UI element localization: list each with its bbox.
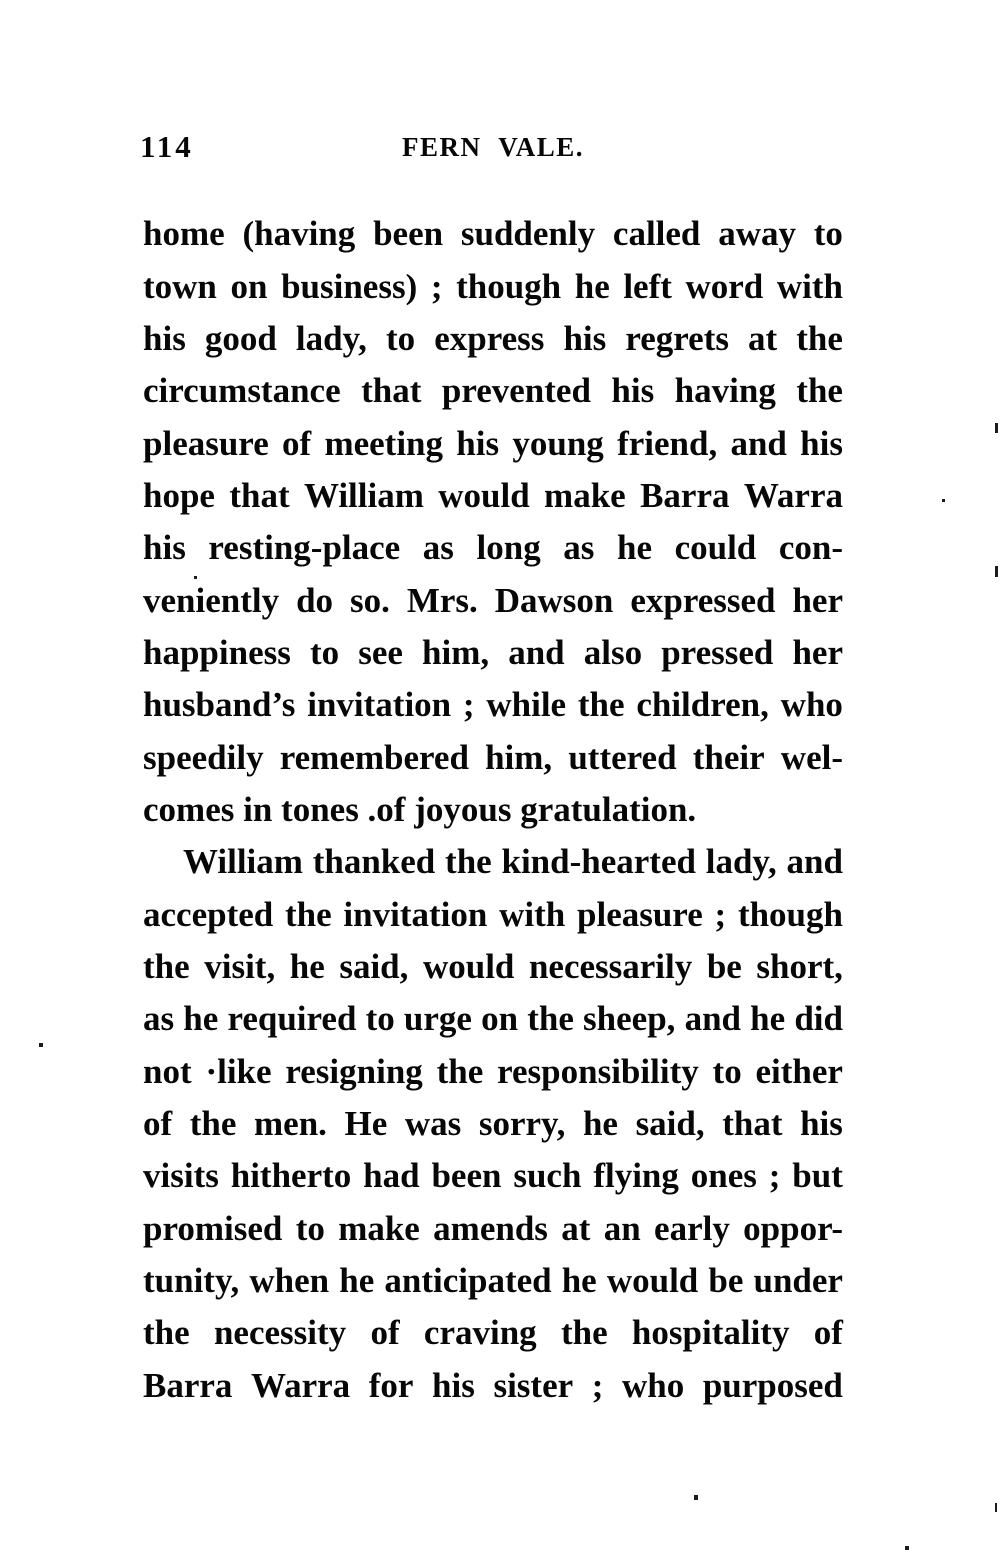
word: kind-hearted [501,842,696,882]
word: his [143,528,186,568]
word: the [285,894,332,934]
word: to [309,632,340,672]
word: he [289,946,325,986]
text-line [143,1255,843,1307]
word: while [486,685,567,725]
word: ·like [205,1051,272,1091]
word: express [434,318,545,358]
word: the [445,842,492,882]
text-line-paragraph-end: comes in tones .of joyous gratulation. [143,789,697,829]
text-line [143,627,843,679]
word: he [339,1261,375,1301]
word: tunity, [143,1261,240,1301]
word: had [363,1156,420,1196]
word: sorry, [478,1104,566,1144]
word: also [583,632,643,672]
word: for [368,1365,414,1405]
word: husband’s [143,685,296,725]
word: left [623,266,672,306]
scan-artifact-dot [942,499,945,502]
word: visits [143,1156,219,1196]
word: with [776,266,843,306]
word: on [481,999,519,1039]
word: having [674,371,776,411]
word: would [422,946,515,986]
word: he [616,528,652,568]
word: at [561,1208,591,1248]
text-line [143,679,843,731]
word: on [230,266,268,306]
word: as [143,999,175,1039]
word: and [684,999,742,1039]
word: to [813,214,843,254]
word: he [574,266,610,306]
word: to [385,318,416,358]
word: necessarily [528,946,693,986]
text-line [143,888,843,940]
word: Warra [743,475,843,515]
word: an [603,1208,641,1248]
text-line [143,1307,843,1359]
scan-artifact-dot [905,1546,909,1550]
word: accepted [143,894,274,934]
word: his [800,423,843,463]
word: hope [143,475,215,515]
word: as [422,528,454,568]
word: responsibility [497,1051,699,1091]
word: would [438,475,530,515]
word: his [456,423,500,463]
text-line [143,941,843,993]
word: visit, [204,946,276,986]
word: good [204,318,277,358]
word: he [582,1104,618,1144]
word: Barra [143,1365,233,1405]
word: though [456,266,562,306]
word: regrets [625,318,729,358]
word: circumstance [143,371,341,411]
word: con- [778,528,843,568]
word: at [748,318,778,358]
scan-artifact-tick [995,1503,997,1512]
word: short, [756,946,843,986]
word: away [718,214,796,254]
word: to [295,1208,325,1248]
word: sister [493,1365,574,1405]
word: He [344,1104,388,1144]
word: friend, [617,423,718,463]
running-title: FERN VALE. [401,132,585,162]
word: amends [433,1208,548,1248]
word: craving [423,1313,537,1353]
word: veniently [143,580,280,620]
word: pleasure [577,894,703,934]
word: his [143,318,186,358]
word: the [436,1051,484,1091]
scan-artifact-tick [995,566,998,577]
word: the [796,318,843,358]
word: make [338,1208,420,1248]
word: ; [714,894,727,934]
word: remembered [279,737,469,777]
word: under [753,1261,843,1301]
word: their [692,737,765,777]
word: William [183,842,303,882]
word: required [227,999,357,1039]
word: invitation [307,685,452,725]
scan-artifact-tick [995,423,998,433]
word: be [708,1261,744,1301]
word: been [373,214,444,254]
word: sheep, [583,999,676,1039]
text-line [143,1360,843,1412]
word: hospitality [631,1313,790,1353]
text-line [143,1150,843,1202]
word: said, [635,1104,705,1144]
word: lady, [705,842,777,882]
word: so. [349,580,390,620]
word: Warra [251,1365,351,1405]
word: suddenly [460,214,596,254]
word: of [813,1313,843,1353]
word: happiness [143,632,291,672]
word: thanked [312,842,436,882]
word: wel- [780,737,843,777]
word: with [499,894,566,934]
text-line [143,417,843,469]
word: see [358,632,403,672]
word: him, [485,737,553,777]
word: early [654,1208,730,1248]
word: of [282,423,312,463]
word: to [712,1051,742,1091]
word: but [792,1156,843,1196]
word: her [792,580,843,620]
word: ; [430,266,443,306]
word: the [189,1104,237,1144]
text-line [143,522,843,574]
word: of [143,1104,173,1144]
word: lady, [295,318,367,358]
word: the [527,999,574,1039]
word: been [431,1156,502,1196]
word: the [577,685,625,725]
word: the [143,946,190,986]
text-line [143,260,843,312]
word: such [513,1156,582,1196]
text-line [143,1046,843,1098]
text-line [143,208,843,260]
word: long [476,528,541,568]
text-line [143,993,843,1045]
word: and [508,632,565,672]
text-line [143,1203,843,1255]
word: that [229,475,290,515]
word: (having [242,214,356,254]
word: ones [690,1156,757,1196]
text-line [143,1098,843,1150]
page-number: 114 [140,129,194,164]
scan-artifact-dot [694,1495,698,1500]
word: uttered [568,737,677,777]
text-line [143,313,843,365]
word: business) [281,266,418,306]
word: to [365,999,395,1039]
word: her [792,632,843,672]
word: promised [143,1208,283,1248]
word: speedily [143,737,264,777]
word: ; [591,1365,604,1405]
word: pressed [661,632,774,672]
word: of [370,1313,400,1353]
word: hitherto [230,1156,352,1196]
word: expressed [630,580,776,620]
word: invitation [343,894,488,934]
word: anticipated [384,1261,552,1301]
word: the [796,371,843,411]
word: ; [768,1156,781,1196]
text-line [143,365,843,417]
word: was [404,1104,462,1144]
word: his [563,318,607,358]
word: resting-place [208,528,401,568]
word: oppor- [743,1208,843,1248]
word: make [544,475,626,515]
word: flying [593,1156,679,1196]
word: his [432,1365,475,1405]
body-text [143,208,843,1412]
word: as [563,528,595,568]
scan-artifact-dot [39,1043,43,1047]
word: be [706,946,742,986]
word: the [560,1313,608,1353]
word: he [750,999,786,1039]
text-line [143,574,843,626]
word: and [786,842,843,882]
word: young [512,423,604,463]
word: his [800,1104,843,1144]
word: ; [462,685,475,725]
word: men. [254,1104,327,1144]
word: who [780,685,843,725]
word: word [685,266,764,306]
word: and [730,423,787,463]
text-line [143,731,843,783]
word: resigning [285,1051,423,1091]
word: town [143,266,217,306]
word: him, [422,632,490,672]
word: the [143,1313,190,1353]
word: not [143,1051,192,1091]
word: Barra [640,475,730,515]
word: he [561,1261,597,1301]
scan-artifact-dot [194,576,197,579]
word: meeting [324,423,444,463]
word: do [296,580,334,620]
word: called [612,214,701,254]
word: home [143,214,225,254]
word: Dawson [494,580,614,620]
word: would [606,1261,699,1301]
text-line [143,470,843,522]
word: when [249,1261,330,1301]
word: his [611,371,655,411]
word: urge [403,999,472,1039]
word: necessity [213,1313,347,1353]
word: either [755,1051,843,1091]
word: that [722,1104,783,1144]
word: pleasure [143,423,269,463]
word: said, [339,946,409,986]
word: Mrs. [406,580,478,620]
word: purposed [702,1365,843,1405]
word: did [794,999,843,1039]
word: that [361,371,422,411]
word: who [622,1365,685,1405]
text-line-paragraph-start [143,836,843,888]
word: William [303,475,424,515]
word: could [674,528,757,568]
word: prevented [441,371,591,411]
word: children, [636,685,769,725]
word: though [737,894,843,934]
word: he [183,999,219,1039]
